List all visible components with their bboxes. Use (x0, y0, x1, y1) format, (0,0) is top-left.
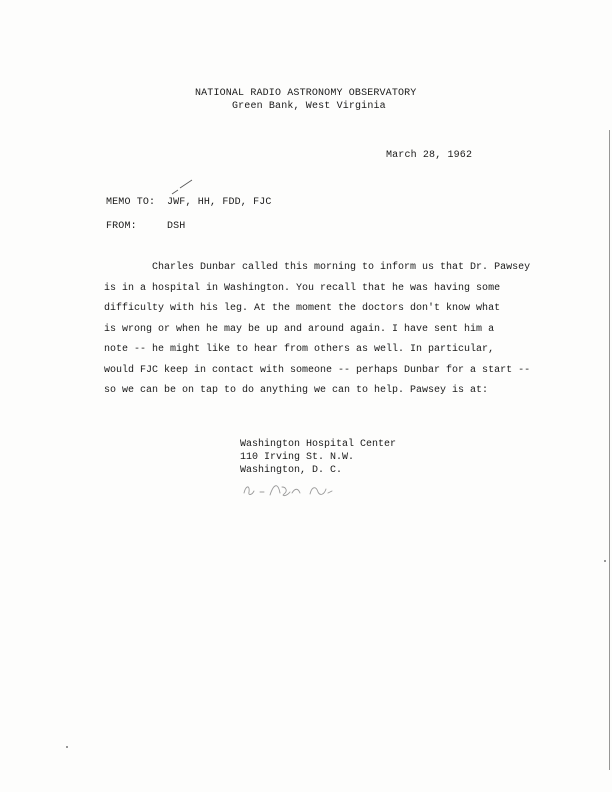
pencil-annotation-scribble-icon (240, 479, 340, 501)
memo-from-sender: DSH (167, 221, 186, 232)
organization-heading: NATIONAL RADIO ASTRONOMY OBSERVATORY (195, 88, 417, 99)
body-line: Charles Dunbar called this morning to inform us that Dr. Pawsey (104, 262, 531, 273)
memo-to-recipients: JWF, HH, FDD, FJC (167, 197, 272, 208)
body-line: is in a hospital in Washington. You recall that he was having some (104, 282, 501, 294)
hospital-address (240, 438, 396, 477)
memo-date: March 28, 1962 (386, 150, 473, 161)
location-subheading: Green Bank, West Virginia (232, 101, 386, 112)
memo-to-label: MEMO TO: (106, 197, 156, 208)
address-line: Washington, D. C. (240, 465, 343, 476)
body-line: is wrong or when he may be up and around again. I have sent him a (104, 323, 495, 335)
scan-edge-line (609, 130, 610, 770)
handwritten-check-mark-icon (170, 178, 194, 198)
scan-speck (66, 746, 68, 748)
address-line: 110 Irving St. N.W. (240, 452, 355, 463)
address-line: Washington Hospital Center (240, 439, 397, 450)
scan-speck (604, 560, 606, 562)
body-line: difficulty with his leg. At the moment the doctors don't know what (104, 303, 501, 314)
memo-body (104, 258, 531, 402)
body-line: would FJC keep in contact with someone -- perhaps Dunbar for a start -- (104, 364, 531, 376)
body-line: so we can be on tap to do anything we can to help. Pawsey is at: (104, 385, 489, 396)
body-line: note -- he might like to hear from others as well. In particular, (104, 344, 495, 355)
memo-from-label: FROM: (106, 221, 137, 232)
